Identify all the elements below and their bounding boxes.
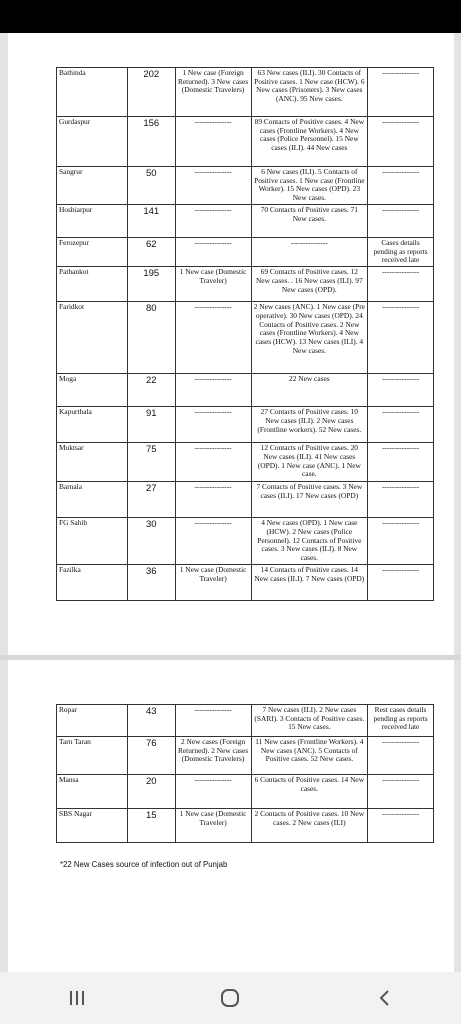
details-cell: 6 New cases (ILI). 5 Contacts of Positive cases. 1 New case (Frontline Worker). 15 New cases (OPD). 23 New cases. (251, 167, 368, 205)
count-cell: 76 (127, 737, 175, 775)
recents-icon (67, 989, 87, 1007)
travel-source-cell: --------------- (175, 407, 251, 443)
back-button[interactable] (354, 978, 414, 1018)
details-cell: --------------- (251, 238, 368, 267)
travel-source-cell: --------------- (175, 518, 251, 565)
travel-source-cell: --------------- (175, 705, 251, 737)
table-row (57, 565, 434, 601)
district-cell: Hoshiarpur (57, 205, 128, 238)
travel-source-cell: 1 New case (Domestic Traveler) (175, 267, 251, 302)
details-cell: 70 Contacts of Positive cases. 71 New cases. (251, 205, 368, 238)
left-margin (0, 33, 8, 972)
details-cell: 22 New cases (251, 374, 368, 407)
district-cell: SBS Nagar (57, 809, 128, 843)
status-bar (0, 0, 461, 33)
table-row (57, 68, 434, 117)
remarks-cell: --------------- (368, 443, 434, 482)
district-cell: Gurdaspur (57, 117, 128, 167)
table-row (57, 482, 434, 518)
table-row (57, 443, 434, 482)
details-cell: 89 Contacts of Positive cases. 4 New cases (Frontline Workers). 4 New cases (Police Personnel). 15 New cases (ILI). 44 New cases (251, 117, 368, 167)
right-margin (453, 33, 461, 972)
remarks-cell: --------------- (368, 809, 434, 843)
district-cell: Sangrur (57, 167, 128, 205)
table-row (57, 775, 434, 809)
count-cell: 50 (127, 167, 175, 205)
details-cell: 63 New cases (ILI). 30 Contacts of Positive cases. 1 New case (HCW). 6 New cases (Prisoners). 3 New cases (ANC). 95 New cases. (251, 68, 368, 117)
travel-source-cell: --------------- (175, 374, 251, 407)
count-cell: 91 (127, 407, 175, 443)
count-cell: 36 (127, 565, 175, 601)
district-cell: Ferozepur (57, 238, 128, 267)
district-cell: Tarn Taran (57, 737, 128, 775)
remarks-cell: --------------- (368, 267, 434, 302)
remarks-cell: --------------- (368, 775, 434, 809)
details-cell: 27 Contacts of Positive cases. 10 New cases (ILI). 2 New cases (Frontline workers). 52 New cases. (251, 407, 368, 443)
table-row (57, 238, 434, 267)
document-page-2 (8, 660, 454, 972)
district-cases-table-1 (56, 67, 434, 601)
remarks-cell: --------------- (368, 482, 434, 518)
count-cell: 195 (127, 267, 175, 302)
table-row (57, 302, 434, 374)
district-cell: Fazilka (57, 565, 128, 601)
remarks-cell: Cases details pending as reports received late (368, 238, 434, 267)
count-cell: 62 (127, 238, 175, 267)
count-cell: 80 (127, 302, 175, 374)
remarks-cell: Rest cases details pending as reports received late (368, 705, 434, 737)
travel-source-cell: --------------- (175, 775, 251, 809)
count-cell: 202 (127, 68, 175, 117)
details-cell: 2 New cases (ANC). 1 New case (Pre operative). 30 New cases (OPD). 24 Contacts of Positive cases. 2 New cases (Frontline Workers). 4 New cases (HCW). 13 New cases (ILI). 4 New cases. (251, 302, 368, 374)
table-row (57, 167, 434, 205)
remarks-cell: --------------- (368, 302, 434, 374)
details-cell: 7 New cases (ILI). 2 New cases (SARI). 3 Contacts of Positive cases. 15 New cases. (251, 705, 368, 737)
details-cell: 6 Contacts of Positive cases. 14 New cases. (251, 775, 368, 809)
remarks-cell: --------------- (368, 68, 434, 117)
details-cell: 14 Contacts of Positive cases. 14 New cases (ILI). 7 New cases (OPD) (251, 565, 368, 601)
travel-source-cell: --------------- (175, 167, 251, 205)
district-cell: Muktsar (57, 443, 128, 482)
recents-button[interactable] (47, 978, 107, 1018)
android-nav-bar (0, 972, 461, 1024)
document-page-1 (8, 33, 454, 655)
footnote: *22 New Cases source of infection out of Punjab (60, 860, 228, 869)
home-button[interactable] (200, 978, 260, 1018)
remarks-cell: --------------- (368, 518, 434, 565)
travel-source-cell: --------------- (175, 205, 251, 238)
remarks-cell: --------------- (368, 117, 434, 167)
remarks-cell: --------------- (368, 737, 434, 775)
travel-source-cell: --------------- (175, 302, 251, 374)
table-row (57, 737, 434, 775)
travel-source-cell: --------------- (175, 117, 251, 167)
count-cell: 22 (127, 374, 175, 407)
count-cell: 20 (127, 775, 175, 809)
travel-source-cell: --------------- (175, 482, 251, 518)
district-cell: Barnala (57, 482, 128, 518)
details-cell: 69 Contacts of Positive cases. 12 New cases. . 16 New cases (ILI). 97 New cases (OPD). (251, 267, 368, 302)
table-row (57, 809, 434, 843)
count-cell: 75 (127, 443, 175, 482)
remarks-cell: --------------- (368, 205, 434, 238)
count-cell: 15 (127, 809, 175, 843)
count-cell: 156 (127, 117, 175, 167)
remarks-cell: --------------- (368, 565, 434, 601)
table-row (57, 518, 434, 565)
back-icon (377, 988, 391, 1008)
district-cases-table-2 (56, 704, 434, 843)
home-icon (219, 987, 241, 1009)
details-cell: 11 New cases (Frontline Workers). 4 New cases (ANC). 5 Contacts of Positive cases. 52 New cases. (251, 737, 368, 775)
district-cell: Kapurthala (57, 407, 128, 443)
count-cell: 27 (127, 482, 175, 518)
remarks-cell: --------------- (368, 167, 434, 205)
travel-source-cell: 1 New case (Domestic Traveler) (175, 565, 251, 601)
travel-source-cell: --------------- (175, 238, 251, 267)
remarks-cell: --------------- (368, 407, 434, 443)
details-cell: 12 Contacts of Positive cases. 20 New cases (ILI). 41 New cases (OPD). 1 New case (ANC). 1 New case. (251, 443, 368, 482)
travel-source-cell: 2 New cases (Foreign Returned). 2 New cases (Domestic Travelers) (175, 737, 251, 775)
count-cell: 43 (127, 705, 175, 737)
district-cell: Pathankot (57, 267, 128, 302)
district-cell: Moga (57, 374, 128, 407)
count-cell: 141 (127, 205, 175, 238)
travel-source-cell: 1 New case (Foreign Returned). 3 New cases (Domestic Travelers) (175, 68, 251, 117)
travel-source-cell: --------------- (175, 443, 251, 482)
district-cell: Faridkot (57, 302, 128, 374)
count-cell: 30 (127, 518, 175, 565)
details-cell: 4 New cases (OPD). 1 New case (HCW). 2 New cases (Police Personnel). 12 Contacts of Positive cases. 3 New cases (ILI). 8 New cases. (251, 518, 368, 565)
table-row (57, 374, 434, 407)
district-cell: FG Sahib (57, 518, 128, 565)
table-row (57, 117, 434, 167)
table-row (57, 205, 434, 238)
district-cell: Ropar (57, 705, 128, 737)
remarks-cell: --------------- (368, 374, 434, 407)
details-cell: 2 Contacts of Positive cases. 10 New cases. 2 New cases (ILI) (251, 809, 368, 843)
travel-source-cell: 1 New case (Domestic Traveler) (175, 809, 251, 843)
table-row (57, 705, 434, 737)
district-cell: Bathinda (57, 68, 128, 117)
table-row (57, 407, 434, 443)
district-cell: Mansa (57, 775, 128, 809)
table-row (57, 267, 434, 302)
details-cell: 7 Contacts of Positive cases. 3 New cases (ILI). 17 New cases (OPD) (251, 482, 368, 518)
